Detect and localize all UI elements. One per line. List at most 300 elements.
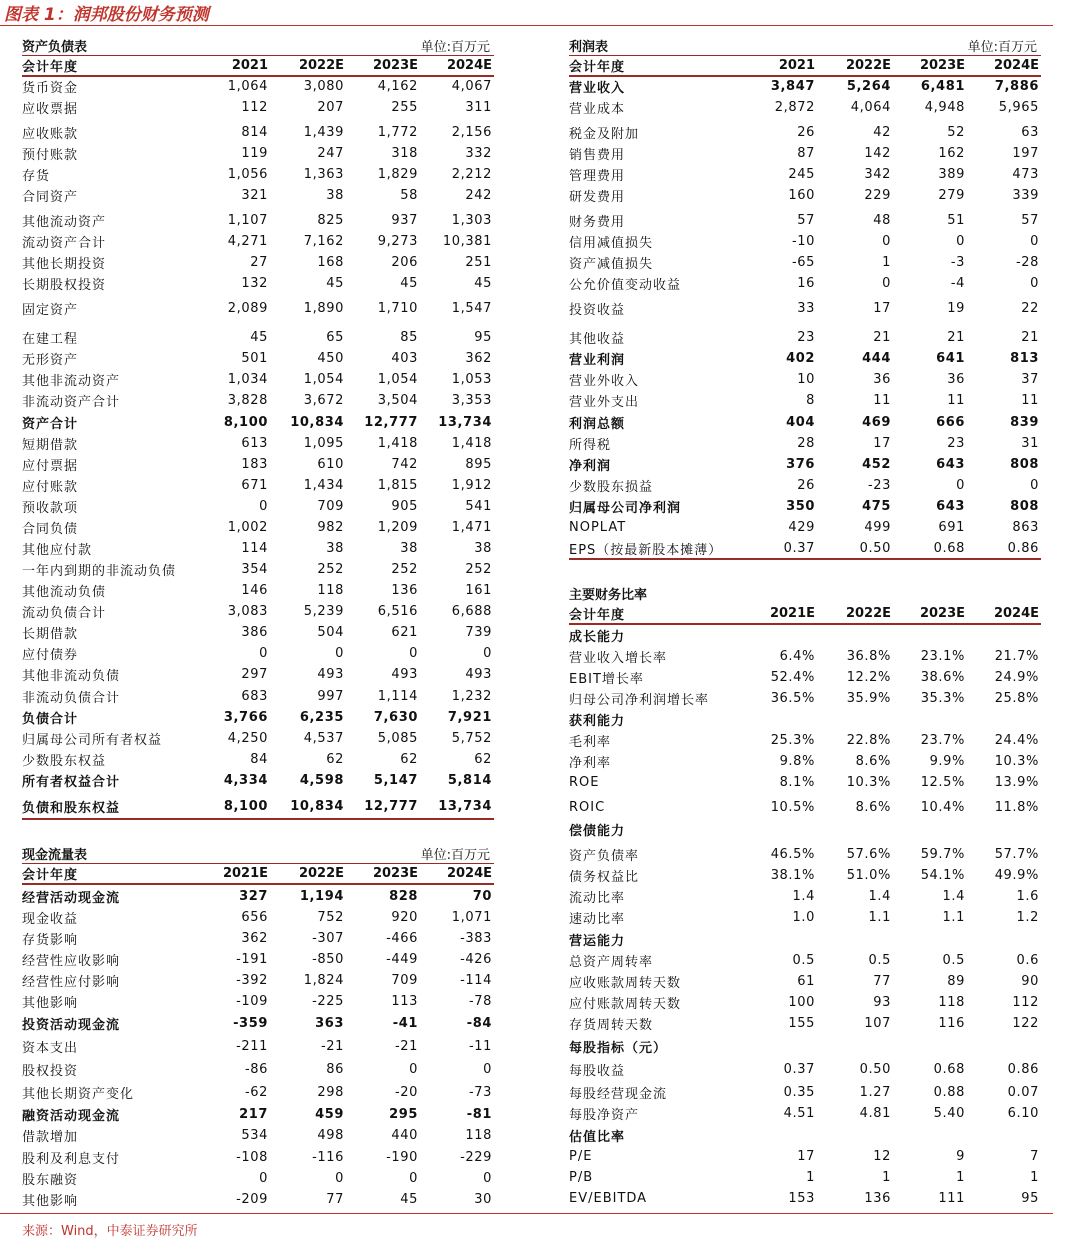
cell-value: 77 <box>326 1192 344 1207</box>
cell-value: 12 <box>873 1149 891 1164</box>
cell-value: 311 <box>465 100 492 115</box>
cell-value: 9,273 <box>377 234 418 249</box>
row-label: 税金及附加 <box>569 127 640 142</box>
row-label: 应收票据 <box>22 102 79 117</box>
cell-value: 4,064 <box>850 100 891 115</box>
cell-value: 752 <box>317 910 344 925</box>
cell-value: 27 <box>250 255 268 270</box>
header-label: 会计年度 <box>22 59 79 75</box>
cell-value: 58 <box>400 188 418 203</box>
row-label: 预付账款 <box>22 148 79 163</box>
cell-value: 62 <box>474 752 492 767</box>
cell-value: 404 <box>786 415 815 430</box>
cell-value: 1.4 <box>792 889 815 904</box>
row-label: 其他应付款 <box>22 543 93 558</box>
cell-value: 9.9% <box>929 754 965 769</box>
cell-value: 19 <box>947 301 965 316</box>
cell-value: 1.4 <box>868 889 891 904</box>
cell-value: 1,232 <box>451 689 492 704</box>
cell-value: 621 <box>391 625 418 640</box>
table-row <box>569 412 1041 433</box>
row-label: 负债合计 <box>22 712 79 727</box>
cell-value: 1.27 <box>859 1085 891 1100</box>
cell-value: 1,054 <box>303 372 344 387</box>
table-row <box>22 496 494 517</box>
cell-value: 982 <box>317 520 344 535</box>
cell-value: -114 <box>460 973 492 988</box>
table-row <box>569 369 1041 390</box>
row-label: 归属母公司净利润 <box>569 501 682 516</box>
cell-value: -11 <box>468 1039 492 1054</box>
cell-value: 0 <box>1030 276 1039 291</box>
cell-value: 920 <box>391 910 418 925</box>
cell-value: 4,162 <box>377 79 418 94</box>
table-row <box>569 1103 1041 1124</box>
table-row <box>22 1125 494 1146</box>
table-header-row <box>22 863 494 885</box>
cash-flow-title: 现金流量表 <box>22 848 88 863</box>
balance-sheet-panel <box>22 34 494 824</box>
table-row <box>22 1189 494 1210</box>
row-label: EPS（按最新股本摊薄） <box>569 543 723 558</box>
header-year: 2023E <box>372 865 418 881</box>
cell-value: 4,598 <box>299 773 344 788</box>
table-row <box>569 496 1041 517</box>
cell-value: 54.1% <box>920 868 965 883</box>
cell-value: 112 <box>241 100 268 115</box>
cell-value: 0.50 <box>859 541 891 556</box>
row-label: 财务费用 <box>569 215 626 230</box>
cell-value: 2,872 <box>774 100 815 115</box>
row-label: 其他影响 <box>22 1194 79 1209</box>
table-row <box>22 412 494 433</box>
cell-value: 21 <box>947 330 965 345</box>
title-rule <box>0 25 1053 26</box>
cell-value: 85 <box>400 330 418 345</box>
cell-value: 350 <box>786 499 815 514</box>
cell-value: 0.35 <box>783 1085 815 1100</box>
ratios-panel <box>569 582 1041 1212</box>
cell-value: 21 <box>1021 330 1039 345</box>
cell-value: 1 <box>882 1170 891 1185</box>
table-row <box>569 709 1041 730</box>
header-year: 2023E <box>919 57 965 73</box>
table-row <box>569 797 1041 818</box>
row-label: 固定资产 <box>22 303 79 318</box>
table-row <box>569 1188 1041 1209</box>
cell-value: -62 <box>244 1085 268 1100</box>
cell-value: 84 <box>250 752 268 767</box>
cell-value: 38.6% <box>920 670 965 685</box>
table-row <box>22 538 494 559</box>
table-row <box>22 1059 494 1080</box>
cell-value: 534 <box>241 1128 268 1143</box>
cell-value: 0 <box>882 276 891 291</box>
row-label: 货币资金 <box>22 81 79 96</box>
cell-value: 671 <box>241 478 268 493</box>
cell-value: 362 <box>465 351 492 366</box>
cell-value: 813 <box>1010 351 1039 366</box>
cell-value: 16 <box>797 276 815 291</box>
row-label: 经营活动现金流 <box>22 891 121 906</box>
cell-value: 808 <box>1010 499 1039 514</box>
cell-value: 252 <box>465 562 492 577</box>
table-row <box>569 1013 1041 1034</box>
row-label: 其他影响 <box>22 996 79 1011</box>
table-row <box>569 907 1041 928</box>
cell-value: 0 <box>409 1171 418 1186</box>
table-row <box>569 185 1041 206</box>
cell-value: 113 <box>391 994 418 1009</box>
cell-value: 4,067 <box>451 79 492 94</box>
row-label: 其他流动负债 <box>22 585 107 600</box>
header-year: 2022E <box>298 865 344 881</box>
row-label: 应收账款 <box>22 127 79 142</box>
cell-value: 0 <box>483 1171 492 1186</box>
table-row <box>569 76 1041 97</box>
cell-value: -20 <box>394 1085 418 1100</box>
row-label: 非流动资产合计 <box>22 395 121 410</box>
balance-sheet-title: 资产负债表 <box>22 40 88 55</box>
row-label: 在建工程 <box>22 332 79 347</box>
cell-value: -383 <box>460 931 492 946</box>
table-row <box>22 369 494 390</box>
row-label: 归母公司净利润增长率 <box>569 693 710 708</box>
header-year: 2022E <box>845 57 891 73</box>
cell-value: 6,235 <box>299 710 344 725</box>
table-row <box>569 1146 1041 1167</box>
income-statement-panel <box>569 34 1041 564</box>
table-row <box>22 1168 494 1189</box>
cell-value: 386 <box>241 625 268 640</box>
cell-value: 504 <box>317 625 344 640</box>
row-label: 成长能力 <box>569 630 626 645</box>
table-row <box>22 970 494 991</box>
cell-value: 197 <box>1012 146 1039 161</box>
income-statement-title: 利润表 <box>569 40 609 55</box>
row-label: P/B <box>569 1170 594 1185</box>
cell-value: 709 <box>317 499 344 514</box>
row-label: 短期借款 <box>22 438 79 453</box>
cell-value: 0 <box>259 646 268 661</box>
table-row <box>569 517 1041 538</box>
table-row <box>569 390 1041 411</box>
cell-value: 142 <box>864 146 891 161</box>
table-row <box>22 749 494 770</box>
cell-value: 1,772 <box>377 125 418 140</box>
cell-value: 541 <box>465 499 492 514</box>
table-row <box>569 688 1041 709</box>
header-year: 2022E <box>845 605 891 621</box>
cell-value: 21.7% <box>994 649 1039 664</box>
cell-value: 1,363 <box>303 167 344 182</box>
cell-value: 161 <box>465 583 492 598</box>
cell-value: 21 <box>873 330 891 345</box>
cell-value: 1 <box>806 1170 815 1185</box>
table-row <box>22 517 494 538</box>
row-label: 一年内到期的非流动负债 <box>22 564 177 579</box>
cell-value: 86 <box>326 1062 344 1077</box>
cell-value: 38 <box>400 541 418 556</box>
table-row <box>22 601 494 622</box>
cell-value: 2,156 <box>451 125 492 140</box>
cell-value: 5.40 <box>933 1106 965 1121</box>
table-row <box>569 252 1041 273</box>
cell-value: 118 <box>938 995 965 1010</box>
cell-value: -65 <box>791 255 815 270</box>
cell-value: 12,777 <box>364 415 418 430</box>
table-bottom-rule <box>22 818 494 820</box>
cell-value: 5,752 <box>451 731 492 746</box>
cell-value: 641 <box>936 351 965 366</box>
row-label: 长期股权投资 <box>22 278 107 293</box>
cell-value: 25.8% <box>994 691 1039 706</box>
row-label: 债务权益比 <box>569 870 640 885</box>
cell-value: 1,303 <box>451 213 492 228</box>
cell-value: 162 <box>938 146 965 161</box>
cell-value: -84 <box>466 1016 492 1031</box>
row-label: 利润总额 <box>569 417 626 432</box>
figure-title: 图表 1：润邦股份财务预测 <box>4 5 209 25</box>
cell-value: 0.5 <box>942 953 965 968</box>
cell-value: 0 <box>1030 234 1039 249</box>
cell-value: 77 <box>873 974 891 989</box>
row-label: 无形资产 <box>22 353 79 368</box>
cell-value: -191 <box>236 952 268 967</box>
cell-value: 666 <box>936 415 965 430</box>
header-year: 2023E <box>372 57 418 73</box>
cell-value: 90 <box>1021 974 1039 989</box>
cell-value: 0.88 <box>933 1085 965 1100</box>
cell-value: 217 <box>239 1107 268 1122</box>
cell-value: -466 <box>386 931 418 946</box>
row-label: 公允价值变动收益 <box>569 278 682 293</box>
cell-value: -426 <box>460 952 492 967</box>
header-label: 会计年度 <box>569 59 626 75</box>
cell-value: 7,886 <box>994 79 1039 94</box>
cell-value: 1,829 <box>377 167 418 182</box>
cell-value: 242 <box>465 188 492 203</box>
cell-value: 10.3% <box>994 754 1039 769</box>
cell-value: 2,089 <box>227 301 268 316</box>
table-row <box>569 1082 1041 1103</box>
row-label: 偿债能力 <box>569 824 626 839</box>
cell-value: 6,481 <box>920 79 965 94</box>
cell-value: 36.5% <box>770 691 815 706</box>
table-row <box>22 143 494 164</box>
cell-value: 12,777 <box>364 799 418 814</box>
cell-value: 0 <box>483 1062 492 1077</box>
table-row <box>569 433 1041 454</box>
cell-value: 683 <box>241 689 268 704</box>
cell-value: -4 <box>950 276 965 291</box>
cell-value: 4,334 <box>223 773 268 788</box>
cell-value: 0.37 <box>783 1062 815 1077</box>
table-row <box>569 122 1041 143</box>
cell-value: 5,147 <box>373 773 418 788</box>
cell-value: 7,921 <box>447 710 492 725</box>
table-row <box>569 164 1041 185</box>
cell-value: -225 <box>312 994 344 1009</box>
row-label: 存货周转天数 <box>569 1018 654 1033</box>
cell-value: 8.6% <box>855 800 891 815</box>
table-row <box>22 707 494 728</box>
table-row <box>569 538 1041 559</box>
table-row <box>22 433 494 454</box>
table-row <box>569 1036 1041 1057</box>
cell-value: 3,672 <box>303 393 344 408</box>
row-label: 资产合计 <box>22 417 79 432</box>
cell-value: -108 <box>236 1150 268 1165</box>
cell-value: 1.1 <box>942 910 965 925</box>
header-label: 会计年度 <box>569 607 626 623</box>
cell-value: 9 <box>956 1149 965 1164</box>
table-row <box>569 819 1041 840</box>
cell-value: 11.8% <box>994 800 1039 815</box>
cell-value: 111 <box>938 1191 965 1206</box>
cell-value: 252 <box>317 562 344 577</box>
cell-value: 0 <box>335 646 344 661</box>
table-row <box>22 210 494 231</box>
cell-value: 6,688 <box>451 604 492 619</box>
cell-value: -73 <box>468 1085 492 1100</box>
cell-value: 1,418 <box>377 436 418 451</box>
row-label: 所有者权益合计 <box>22 775 121 790</box>
cell-value: 12.2% <box>846 670 891 685</box>
source-note: 来源：Wind，中泰证券研究所 <box>22 1224 198 1239</box>
cell-value: 3,353 <box>451 393 492 408</box>
cell-value: 0.68 <box>933 541 965 556</box>
row-label: EBIT增长率 <box>569 672 644 687</box>
table-row <box>22 1013 494 1034</box>
cell-value: 937 <box>391 213 418 228</box>
cell-value: 4,948 <box>924 100 965 115</box>
row-label: 营业外支出 <box>569 395 640 410</box>
cell-value: 0 <box>882 234 891 249</box>
cell-value: -116 <box>312 1150 344 1165</box>
cell-value: 1,064 <box>227 79 268 94</box>
row-label: 归属母公司所有者权益 <box>22 733 163 748</box>
cell-value: 0.5 <box>792 953 815 968</box>
cell-value: 493 <box>317 667 344 682</box>
table-row <box>22 686 494 707</box>
cell-value: 107 <box>864 1016 891 1031</box>
row-label: 每股经营现金流 <box>569 1087 668 1102</box>
cell-value: 473 <box>1012 167 1039 182</box>
table-row <box>22 164 494 185</box>
cell-value: 10.4% <box>920 800 965 815</box>
cell-value: 252 <box>391 562 418 577</box>
row-label: 资本支出 <box>22 1041 79 1056</box>
cell-value: 118 <box>465 1128 492 1143</box>
cell-value: 136 <box>864 1191 891 1206</box>
table-row <box>569 992 1041 1013</box>
row-label: 负债和股东权益 <box>22 801 121 816</box>
cell-value: 450 <box>317 351 344 366</box>
cell-value: 136 <box>391 583 418 598</box>
cell-value: 12.5% <box>920 775 965 790</box>
table-row <box>569 646 1041 667</box>
cell-value: 119 <box>241 146 268 161</box>
cell-value: 4,250 <box>227 731 268 746</box>
cell-value: 321 <box>241 188 268 203</box>
table-row <box>22 475 494 496</box>
cell-value: 63 <box>1021 125 1039 140</box>
cell-value: 45 <box>400 276 418 291</box>
table-header-row <box>22 55 494 77</box>
cell-value: 363 <box>315 1016 344 1031</box>
table-row <box>569 143 1041 164</box>
header-year: 2024E <box>993 605 1039 621</box>
row-label: 投资收益 <box>569 303 626 318</box>
row-label: 应付债券 <box>22 648 79 663</box>
row-label: 每股净资产 <box>569 1108 640 1123</box>
cell-value: 25.3% <box>770 733 815 748</box>
cell-value: 6,516 <box>377 604 418 619</box>
cell-value: 1,071 <box>451 910 492 925</box>
row-label: 估值比率 <box>569 1130 626 1145</box>
cell-value: 11 <box>947 393 965 408</box>
cell-value: 22 <box>1021 301 1039 316</box>
cell-value: 0.86 <box>1007 541 1039 556</box>
cell-value: 0.37 <box>783 541 815 556</box>
cell-value: 342 <box>864 167 891 182</box>
row-label: 合同资产 <box>22 190 79 205</box>
cell-value: 8,100 <box>223 415 268 430</box>
cell-value: 327 <box>239 889 268 904</box>
row-label: 每股收益 <box>569 1064 626 1079</box>
cell-value: 739 <box>465 625 492 640</box>
cell-value: 35.9% <box>846 691 891 706</box>
cell-value: 3,847 <box>770 79 815 94</box>
cell-value: 3,828 <box>227 393 268 408</box>
cell-value: 10.3% <box>846 775 891 790</box>
row-label: 销售费用 <box>569 148 626 163</box>
cell-value: 42 <box>873 125 891 140</box>
row-label: P/E <box>569 1149 593 1164</box>
table-row <box>22 1147 494 1168</box>
cell-value: 255 <box>391 100 418 115</box>
cell-value: 402 <box>786 351 815 366</box>
row-label: 获利能力 <box>569 714 626 729</box>
table-row <box>22 298 494 319</box>
cell-value: 0 <box>483 646 492 661</box>
table-row <box>569 1167 1041 1188</box>
table-row <box>569 971 1041 992</box>
cell-value: 11 <box>873 393 891 408</box>
table-bottom-rule <box>569 558 1041 560</box>
cell-value: 245 <box>788 167 815 182</box>
row-label: 融资活动现金流 <box>22 1109 121 1124</box>
row-label: 净利润 <box>569 459 612 474</box>
cell-value: 0.50 <box>859 1062 891 1077</box>
cell-value: -229 <box>460 1150 492 1165</box>
table-row <box>569 210 1041 231</box>
table-row <box>22 796 494 817</box>
cell-value: 2,212 <box>451 167 492 182</box>
row-label: 存货影响 <box>22 933 79 948</box>
table-header-row <box>569 55 1041 77</box>
cell-value: 62 <box>400 752 418 767</box>
cell-value: 814 <box>241 125 268 140</box>
cell-value: 13,734 <box>438 799 492 814</box>
cell-value: 297 <box>241 667 268 682</box>
cell-value: 153 <box>788 1191 815 1206</box>
row-label: 其他非流动负债 <box>22 669 121 684</box>
cell-value: 459 <box>315 1107 344 1122</box>
table-row <box>22 928 494 949</box>
cell-value: 23.1% <box>920 649 965 664</box>
